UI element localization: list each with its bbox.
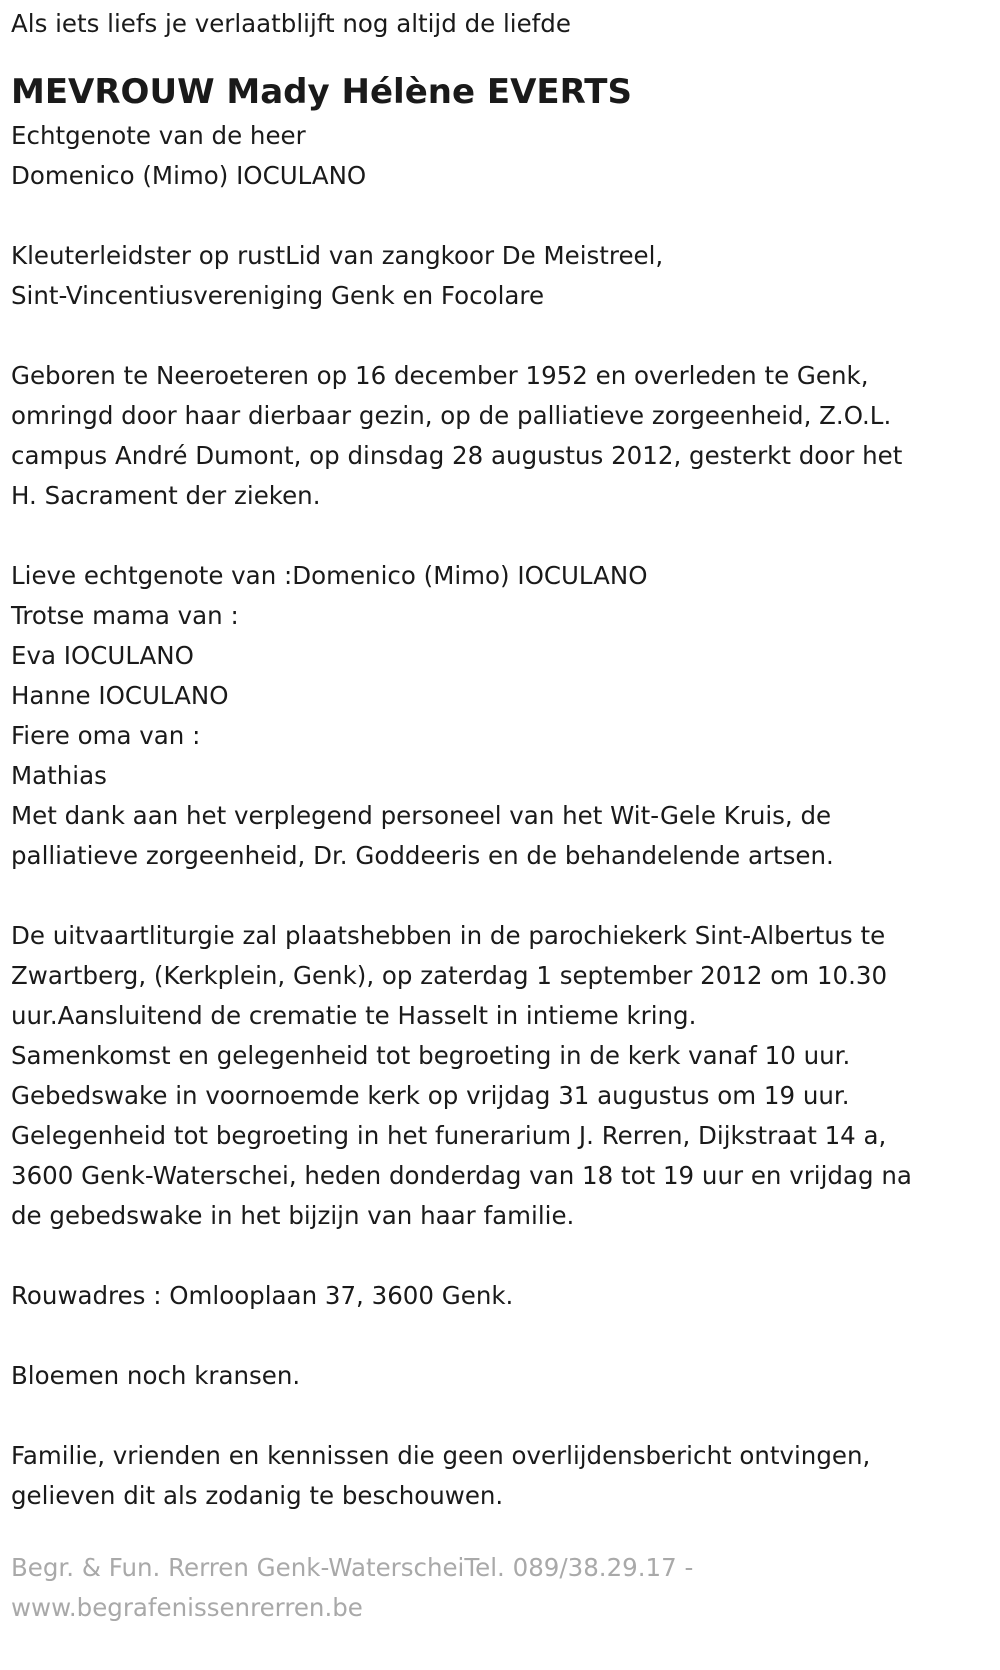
flowers-note: Bloemen noch kransen. [11, 1361, 301, 1390]
mourning-address: Rouwadres : Omlooplaan 37, 3600 Genk. [11, 1281, 514, 1310]
paragraph-line: palliatieve zorgeenheid, Dr. Goddeeris en de behandelende artsen. [11, 841, 834, 870]
deceased-name: MEVROUW Mady Hélène EVERTS [11, 72, 632, 112]
spacer [11, 876, 989, 916]
spacer [11, 516, 989, 556]
spacer [11, 316, 989, 356]
paragraph-line: Mathias [11, 761, 107, 790]
spacer [11, 1396, 989, 1436]
paragraph-line: Zwartberg, (Kerkplein, Genk), op zaterdag 1 september 2012 om 10.30 [11, 961, 888, 990]
occupation-line-2: Sint-Vincentiusvereniging Genk en Focolare [11, 281, 545, 310]
paragraph-line: H. Sacrament der zieken. [11, 481, 321, 510]
spacer [11, 1316, 989, 1356]
spacer [11, 196, 989, 236]
family-paragraph [11, 556, 989, 876]
paragraph-line: Geboren te Neeroeteren op 16 december 1952 en overleden te Genk, [11, 361, 869, 390]
paragraph-line: Gelegenheid tot begroeting in het funerarium J. Rerren, Dijkstraat 14 a, [11, 1121, 887, 1150]
spouse-line-2: Domenico (Mimo) IOCULANO [11, 161, 367, 190]
occupation-line-1: Kleuterleidster op rustLid van zangkoor De Meistreel, [11, 241, 664, 270]
motto: Als iets liefs je verlaatblijft nog altijd de liefde [11, 9, 571, 38]
paragraph-line: de gebedswake in het bijzijn van haar familie. [11, 1201, 575, 1230]
paragraph-line: Trotse mama van : [11, 601, 239, 630]
spouse-line-1: Echtgenote van de heer [11, 121, 306, 150]
paragraph-line: Samenkomst en gelegenheid tot begroeting in de kerk vanaf 10 uur. [11, 1041, 851, 1070]
paragraph-line: 3600 Genk-Waterschei, heden donderdag van 18 tot 19 uur en vrijdag na [11, 1161, 912, 1190]
funeral-paragraph [11, 916, 989, 1236]
birth-death-paragraph [11, 356, 989, 516]
paragraph-line: Familie, vrienden en kennissen die geen overlijdensbericht ontvingen, [11, 1441, 871, 1470]
funeral-home-footer [11, 1548, 989, 1628]
paragraph-line: omringd door haar dierbaar gezin, op de palliatieve zorgeenheid, Z.O.L. [11, 401, 892, 430]
paragraph-line: Fiere oma van : [11, 721, 201, 750]
paragraph-line: De uitvaartliturgie zal plaatshebben in de parochiekerk Sint-Albertus te [11, 921, 886, 950]
paragraph-line: uur.Aansluitend de crematie te Hasselt in intieme kring. [11, 1001, 697, 1030]
paragraph-line: gelieven dit als zodanig te beschouwen. [11, 1481, 504, 1510]
notice-paragraph [11, 1436, 989, 1516]
footer-website: www.begrafenissenrerren.be [11, 1593, 363, 1622]
paragraph-line: Lieve echtgenote van :Domenico (Mimo) IOCULANO [11, 561, 648, 590]
footer-contact: Begr. & Fun. Rerren Genk-WaterscheiTel. 089/38.29.17 - [11, 1553, 694, 1582]
spacer [11, 1236, 989, 1276]
paragraph-line: campus André Dumont, op dinsdag 28 augustus 2012, gesterkt door het [11, 441, 903, 470]
paragraph-line: Met dank aan het verplegend personeel van het Wit-Gele Kruis, de [11, 801, 832, 830]
paragraph-line: Gebedswake in voornoemde kerk op vrijdag 31 augustus om 19 uur. [11, 1081, 850, 1110]
paragraph-line: Eva IOCULANO [11, 641, 194, 670]
paragraph-line: Hanne IOCULANO [11, 681, 229, 710]
